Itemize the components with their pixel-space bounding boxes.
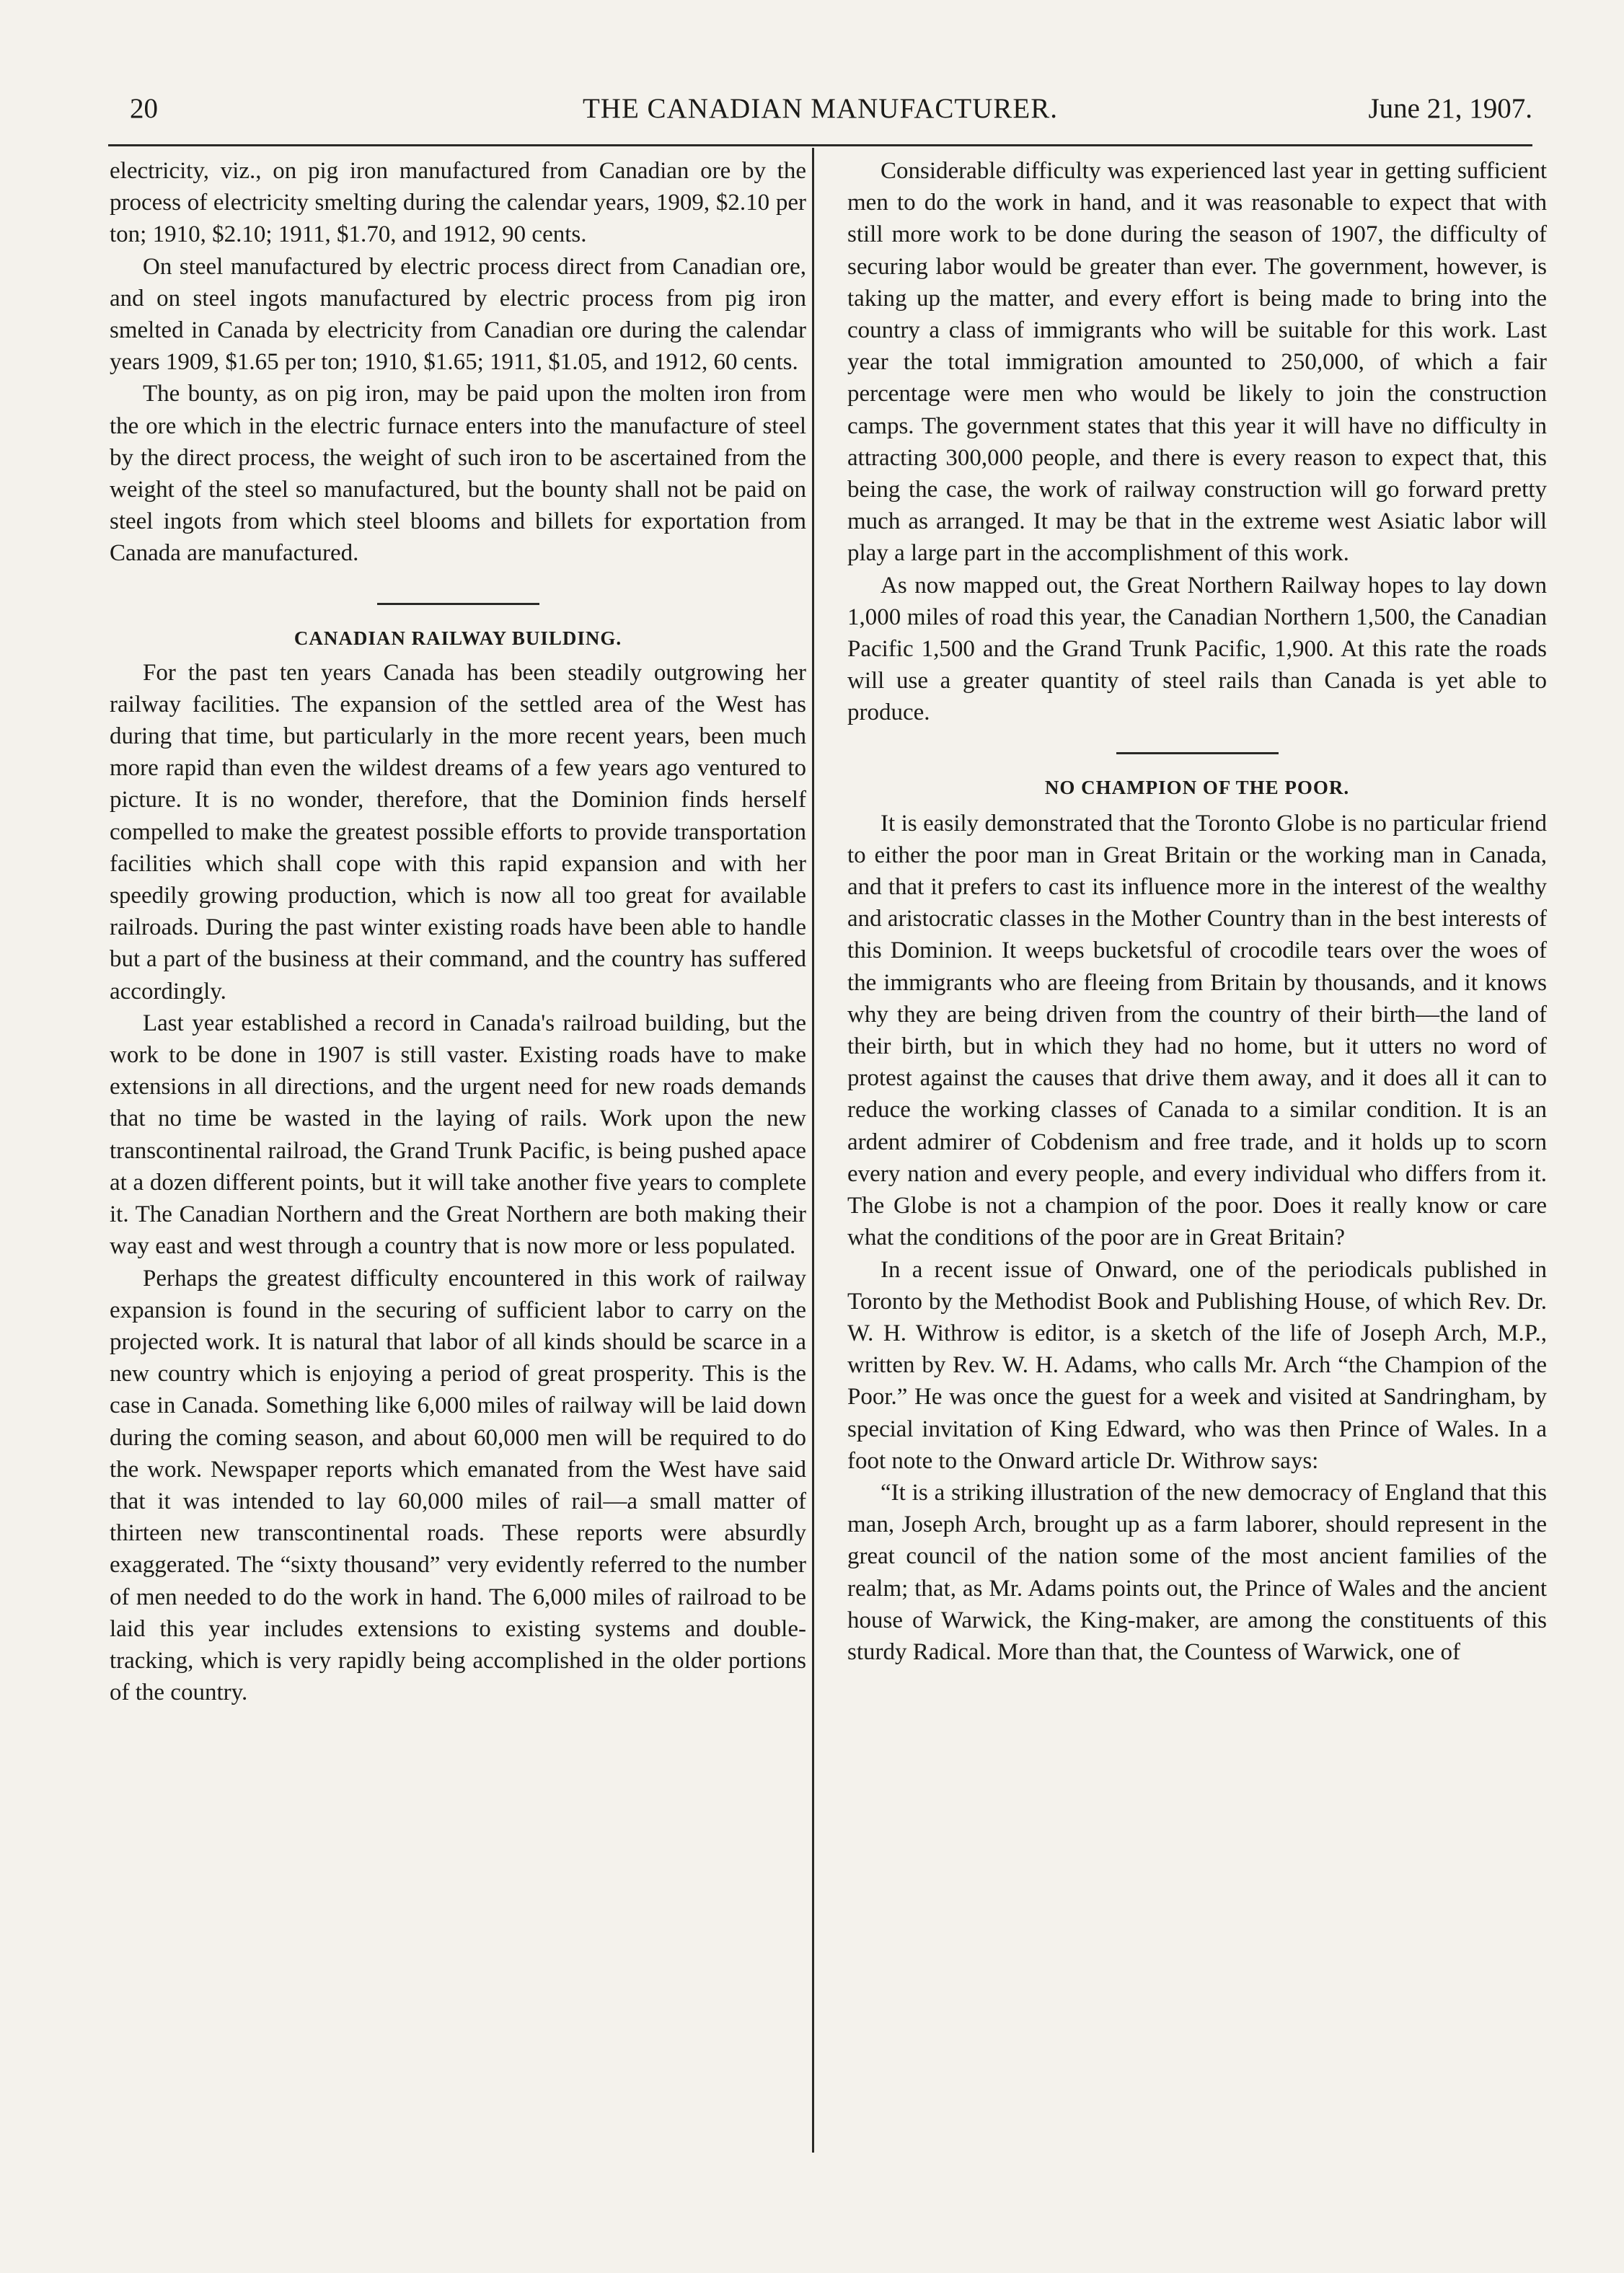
article-heading: CANADIAN RAILWAY BUILDING.	[294, 627, 622, 649]
left-column	[110, 155, 806, 1708]
paragraph: electricity, viz., on pig iron manufactured from Canadian ore by the process of electricity smelting during the calendar years, 1909, $2.10 per ton; 1910, $2.10; 1911, $1.70, and 1912, 90 cents.	[110, 158, 806, 248]
quoted-paragraph: “It is a striking illustration of the new democracy of England that this man, Joseph Arch, brought up as a farm laborer, should represent in the great council of the nation some of the most ancient families of the realm; that, as Mr. Adams points out, the Prince of Wales and the ancient house of Warwick, the King-maker, are among the constituents of this sturdy Radical. More than that, the Countess of Warwick, one of	[847, 1479, 1547, 1665]
header-rule	[108, 144, 1532, 146]
paragraph: On steel manufactured by electric process direct from Canadian ore, and on steel ingots manufactured by electric process from pig iron smelted in Canada by electricity from Canadian ore during the calendar years 1909, $1.65 per ton; 1910, $1.65; 1911, $1.05, and 1912, 60 cents.	[110, 253, 806, 376]
paragraph: As now mapped out, the Great Northern Railway hopes to lay down 1,000 miles of road this year, the Canadian Northern 1,500, the Canadian Pacific 1,500 and the Grand Trunk Pacific, 1,900. At this rate the roads will use a greater quantity of steel rails than Canada is yet able to produce.	[847, 572, 1547, 726]
paragraph: The bounty, as on pig iron, may be paid upon the molten iron from the ore which in the electric furnace enters into the manufacture of steel by the direct process, the weight of such iron to be ascertained from the weight of the steel so manufactured, but the bounty shall not be paid on steel ingots from which steel blooms and billets for exportation from Canada are manufactured.	[110, 381, 806, 567]
page-header	[108, 92, 1532, 136]
paragraph: Last year established a record in Canada's railroad building, but the work to be done in 1907 is still vaster. Existing roads have to make extensions in all directions, and the urgent need for new roads demands that no time be wasted in the laying of rails. Work upon the new transcontinental railroad, the Grand Trunk Pacific, is being pushed apace at a dozen different points, but it will take another five years to complete it. The Canadian Northern and the Great Northern are both making their way east and west through a country that is now more or less populated.	[110, 1010, 806, 1260]
right-column	[847, 155, 1547, 1668]
article-heading: NO CHAMPION OF THE POOR.	[1044, 776, 1350, 798]
issue-date: June 21, 1907.	[1368, 93, 1532, 124]
column-divider	[812, 148, 814, 2153]
paragraph: Considerable difficulty was experienced last year in getting sufficient men to do the work in hand, and it was reasonable to expect that with still more work to be done during the season of 1907, the difficulty of securing labor would be greater than ever. The government, however, is taking up the matter, and every effort is being made to bring into the country a class of immigrants who will be suitable for this work. Last year the total immigration amounted to 250,000, of which a fair percentage were men who would be likely to join the construction camps. The government states that this year it will have no difficulty in attracting 300,000 people, and there is every reason to expect that, this being the case, the work of railway construction will go forward pretty much as arranged. It may be that in the extreme west Asiatic labor will play a large part in the accomplishment of this work.	[847, 158, 1547, 567]
page-number: 20	[130, 93, 158, 124]
publication-title: THE CANADIAN MANUFACTURER.	[582, 93, 1059, 124]
paragraph: It is easily demonstrated that the Toronto Globe is no particular friend to either the poor man in Great Britain or the working man in Canada, and that it prefers to cast its influence more in the interest of the wealthy and aristocratic classes in the Mother Country than in the best interests of this Dominion. It weeps bucketsful of crocodile tears over the woes of the immigrants who are fleeing from Britain by thousands, and it knows why they are being driven from the country of their birth—the land of their birth, but in which they had no home, but it utters no word of protest against the causes that drive them away, and it does all it can to reduce the working classes of Canada to a similar condition. It is an ardent admirer of Cobdenism and free trade, and it holds up to scorn every nation and every people, and every individual who differs from it. The Globe is not a champion of the poor. Does it really know or care what the conditions of the poor are in Great Britain?	[847, 810, 1547, 1251]
paragraph: In a recent issue of Onward, one of the periodicals published in Toronto by the Methodist Book and Publishing House, of which Rev. Dr. W. H. Withrow is editor, is a sketch of the life of Joseph Arch, M.P., written by Rev. W. H. Adams, who calls Mr. Arch “the Champion of the Poor.” He was once the guest for a week and visited at Sandringham, by special invitation of King Edward, who was then Prince of Wales. In a foot note to the Onward article Dr. Withrow says:	[847, 1256, 1547, 1474]
paragraph: For the past ten years Canada has been steadily outgrowing her railway facilities. The expansion of the settled area of the West has during that time, but particularly in the more recent years, been much more rapid than even the wildest dreams of a few years ago ventured to picture. It is no wonder, therefore, that the Dominion finds herself compelled to make the greatest possible efforts to provide transportation facilities which shall cope with this rapid expansion and with her speedily growing production, which is now all too great for available railroads. During the past winter existing roads have been able to handle but a part of the business at their command, and the country has suffered accordingly.	[110, 659, 806, 1005]
paragraph: Perhaps the greatest difficulty encountered in this work of railway expansion is found in the securing of sufficient labor to carry on the projected work. It is natural that labor of all kinds should be scarce in a new country which is enjoying a period of great prosperity. This is the case in Canada. Something like 6,000 miles of railway will be laid down during the coming season, and about 60,000 men will be required to do the work. Newspaper reports which emanated from the West have said that it was intended to lay 60,000 miles of rail—a small matter of thirteen new transcontinental roads. These reports were absurdly exaggerated. The “sixty thousand” very evidently referred to the number of men needed to do the work in hand. The 6,000 miles of railroad to be laid this year includes extensions to existing systems and double-tracking, which is very rapidly being accomplished in the older portions of the country.	[110, 1265, 806, 1706]
